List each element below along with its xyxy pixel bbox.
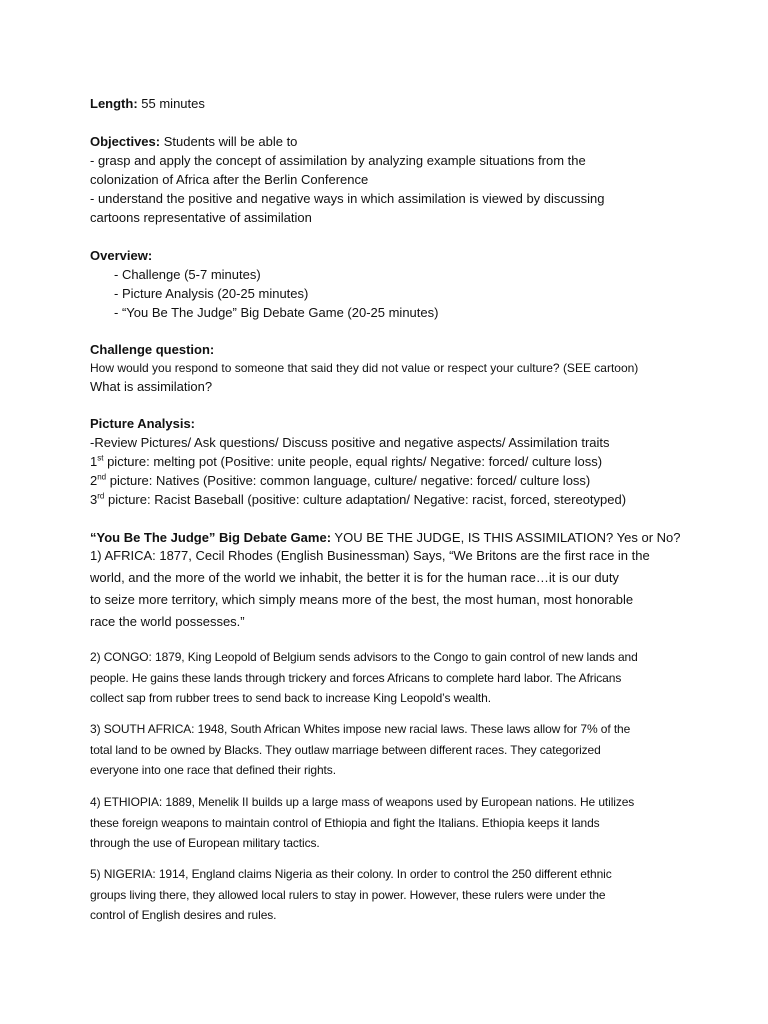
challenge-section: [90, 340, 690, 396]
objectives-section: [90, 132, 690, 227]
debate-item-1: 1) AFRICA: 1877, Cecil Rhodes (English Businessman) Says, “We Britons are the first race in the world, and the more of the world we inhabit, the better it is for the human race…it is our duty to seize more territory, which simply means more of the best, the most human, most honorable race the world possesses.”: [90, 548, 650, 629]
overview-item: - Challenge (5-7 minutes): [114, 267, 261, 282]
length-line: [90, 94, 690, 113]
challenge-label: Challenge question:: [90, 342, 215, 357]
challenge-question: How would you respond to someone that said they did not value or respect your culture? (SEE cartoon): [90, 361, 639, 375]
length-value: 55 minutes: [141, 96, 205, 111]
picture-item: 2nd picture: Natives (Positive: common language, culture/ negative: forced/ culture loss): [90, 472, 591, 488]
picture-item: 3rd picture: Racist Baseball (positive: culture adaptation/ Negative: racist, forced, stereotyped): [90, 491, 627, 507]
objective-line: - grasp and apply the concept of assimilation by analyzing example situations from the: [90, 153, 586, 168]
overview-section: [90, 246, 690, 322]
debate-item-3: 3) SOUTH AFRICA: 1948, South African Whites impose new racial laws. These laws allow for 7% of the total land to be owned by Blacks. They outlaw marriage between different races. They categorized everyone into one race that defined their rights.: [90, 722, 631, 777]
objectives-label: Objectives:: [90, 134, 161, 149]
length-label: Length:: [90, 96, 138, 111]
picture-analysis-label: Picture Analysis:: [90, 416, 196, 431]
picture-analysis-intro: -Review Pictures/ Ask questions/ Discuss positive and negative aspects/ Assimilation traits: [90, 435, 610, 450]
objective-line: colonization of Africa after the Berlin Conference: [90, 172, 369, 187]
objective-line: - understand the positive and negative ways in which assimilation is viewed by discussing: [90, 191, 605, 206]
picture-item: 1st picture: melting pot (Positive: unite people, equal rights/ Negative: forced/ culture loss): [90, 453, 603, 469]
debate-prompt: YOU BE THE JUDGE, IS THIS ASSIMILATION? Yes or No?: [334, 530, 681, 545]
debate-label: “You Be The Judge” Big Debate Game:: [90, 530, 332, 545]
debate-item-2: 2) CONGO: 1879, King Leopold of Belgium sends advisors to the Congo to gain control of new lands and people. He gains these lands through trickery and forces Africans to complete hard labor. The Africans collect sap from rubber trees to send back to increase King Leopold’s wealth.: [90, 650, 638, 705]
debate-item-4: 4) ETHIOPIA: 1889, Menelik II builds up a large mass of weapons used by European nations. He utilizes these foreign weapons to maintain control of Ethiopia and fight the Italians. Ethiopia keeps it lands through the use of European military tactics.: [90, 795, 635, 850]
objective-line: cartoons representative of assimilation: [90, 210, 312, 225]
overview-item: - “You Be The Judge” Big Debate Game (20-25 minutes): [114, 305, 439, 320]
overview-label: Overview:: [90, 248, 153, 263]
picture-analysis-section: [90, 414, 690, 509]
challenge-sub: What is assimilation?: [90, 379, 213, 394]
debate-item-5: 5) NIGERIA: 1914, England claims Nigeria as their colony. In order to control the 250 different ethnic groups living there, they allowed local rulers to stay in power. However, these rulers were under the control of English desires and rules.: [90, 867, 612, 922]
objectives-intro: Students will be able to: [163, 134, 298, 149]
overview-item: - Picture Analysis (20-25 minutes): [114, 286, 309, 301]
